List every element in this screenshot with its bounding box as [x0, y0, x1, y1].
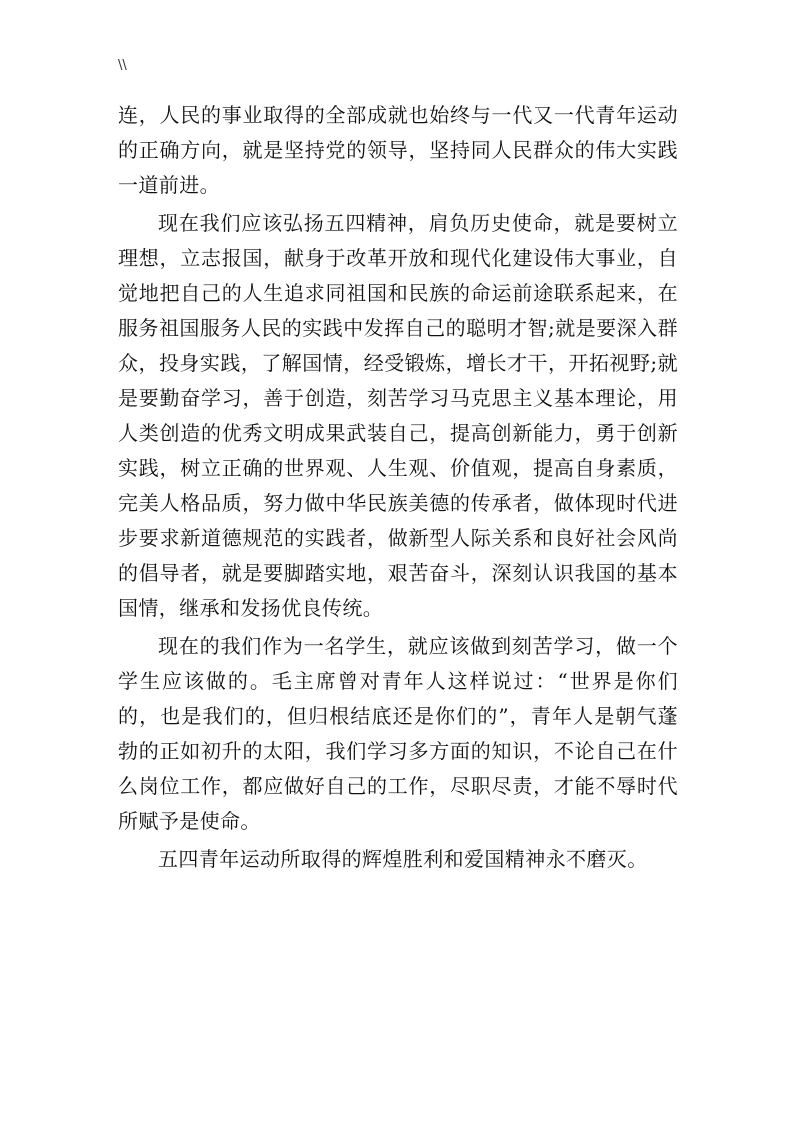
header-mark: \\	[118, 58, 127, 73]
paragraph-student-role: 现在的我们作为一名学生，就应该做到刻苦学习，做一个学生应该做的。毛主席曾对青年人这样说过：“世界是你们的，也是我们的，但归根结底还是你们的”，青年人是朝气蓬勃的正如初升的太阳，我们学习多方面的知识，不论自己在什么岗位工作，都应做好自己的工作，尽职尽责，才能不辱时代所赋予是使命。	[118, 634, 678, 833]
paragraph-may-fourth-spirit: 现在我们应该弘扬五四精神，肩负历史使命，就是要树立理想，立志报国，献身于改革开放和现代化建设伟大事业，自觉地把自己的人生追求同祖国和民族的命运前途联系起来，在服务祖国服务人民的实践中发挥自己的聪明才智;就是要深入群众，投身实践，了解国情，经受锻炼，增长才干，开拓视野;就是要勤奋学习，善于创造，刻苦学习马克思主义基本理论，用人类创造的优秀文明成果武装自己，提高创新能力，勇于创新实践，树立正确的世界观、人生观、价值观，提高自身素质，完美人格品质，努力做中华民族美德的传承者，做体现时代进步要求新道德规范的实践者，做新型人际关系和良好社会风尚的倡导者，就是要脚踏实地，艰苦奋斗，深刻认识我国的基本国情，继承和发扬优良传统。	[118, 211, 678, 620]
paragraph-conclusion: 五四青年运动所取得的辉煌胜利和爱国精神永不磨灭。	[158, 847, 648, 871]
document-body	[118, 98, 678, 880]
paragraph-continuation: 连，人民的事业取得的全部成就也始终与一代又一代青年运动的正确方向，就是坚持党的领导，坚持同人民群众的伟大实践一道前进。	[118, 103, 678, 197]
